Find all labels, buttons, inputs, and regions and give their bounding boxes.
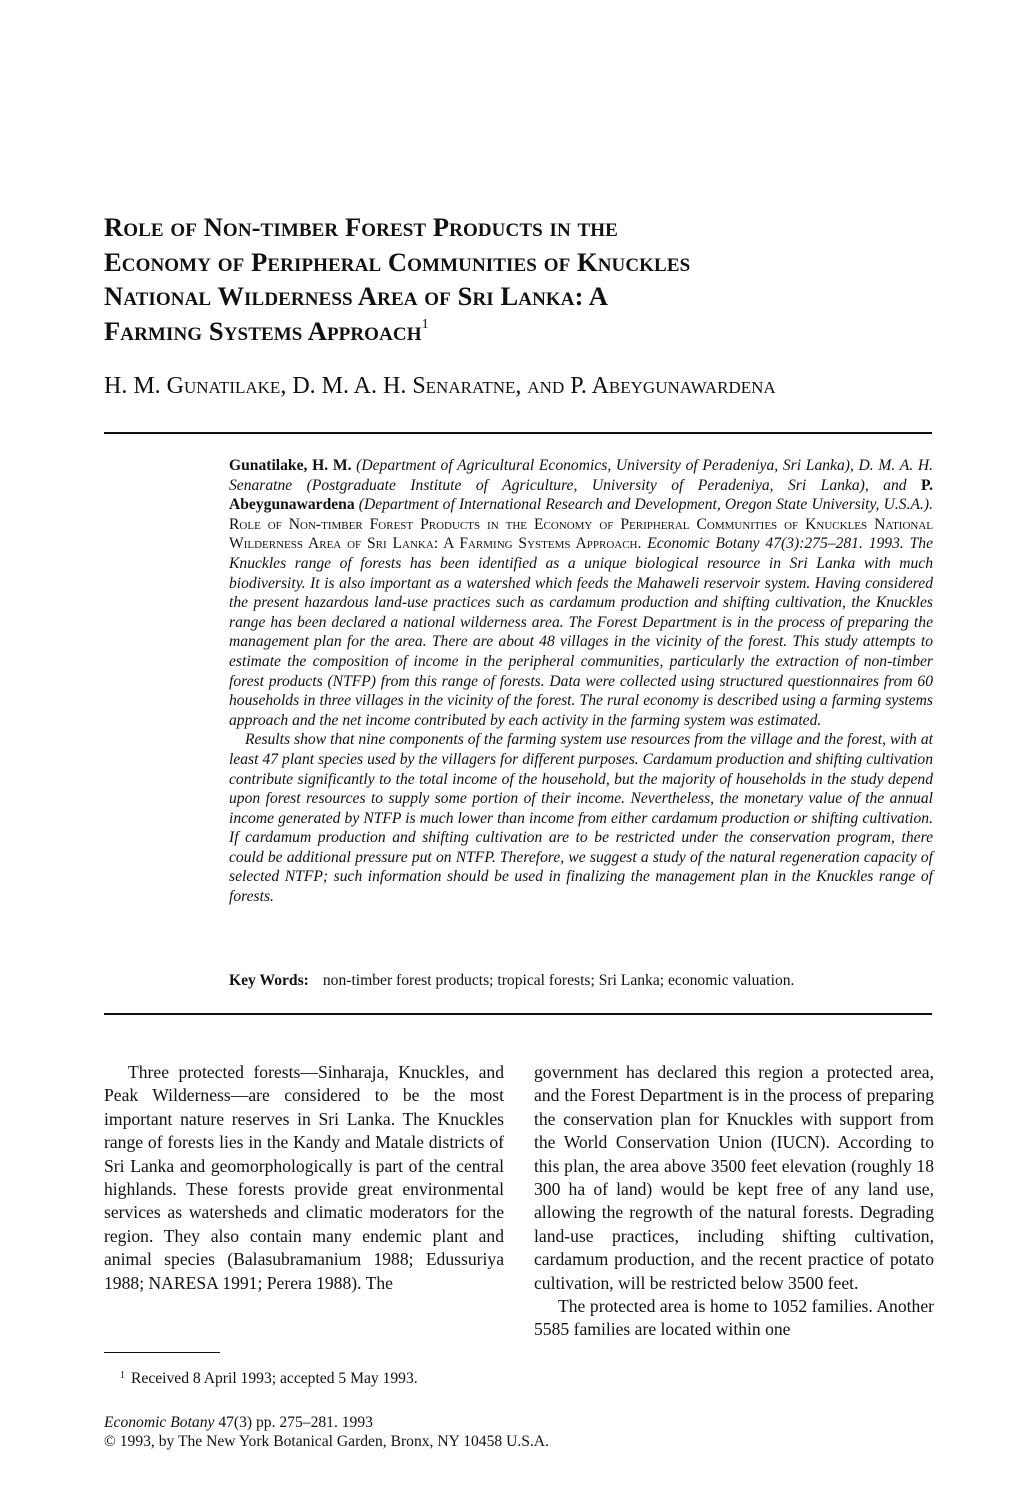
title-line: National Wilderness Area of Sri Lanka: A	[104, 281, 609, 311]
keywords	[229, 971, 933, 991]
abstract-affiliation-3: (Department of International Research and Development, Oregon State University, U.S.A.).	[354, 496, 933, 514]
article-title	[104, 210, 934, 348]
abstract-paragraph-2: Results show that nine components of the farming system use resources from the village and the forest, with at least 47 plant species used by the villagers for different purposes. Cardamum production and shifting cultivation contribute significantly to the total income of the household, but the majority of households in the study depend upon forest resources to supply some portion of their income. Nevertheless, the monetary value of the annual income generated by NTFP is much lower than income from either cardamum production or shifting cultivation. If cardamum production and shifting cultivation are to be restricted under the conservation program, there could be additional pressure put on NTFP. Therefore, we suggest a study of the natural regeneration capacity of selected NTFP; such information should be used in finalizing the management plan in the Knuckles range of forests.	[229, 731, 933, 906]
footnote-divider	[104, 1352, 220, 1353]
journal-citation	[104, 1413, 549, 1432]
top-divider	[104, 432, 932, 434]
journal-issue: 47(3) pp. 275–281. 1993	[214, 1414, 373, 1431]
bottom-divider	[104, 1013, 932, 1015]
body-column-right	[534, 1061, 934, 1342]
journal-name: Economic Botany	[104, 1414, 215, 1431]
journal-info	[104, 1413, 549, 1451]
abstract-body-1: Economic Botany 47(3):275–281. 1993. The Knuckles range of forests has been identified as a unique biological resource in Sri Lanka with much biodiversity. It is also important as a watershed which feeds the Mahaweli reservoir system. Having considered the present hazardous land-use practices such as cardamum production and shifting cultivation, the Knuckles range has been declared a national wilderness area. The Forest Department is in the process of preparing the management plan for the area. There are about 48 villages in the vicinity of the forest. This study attempts to estimate the composition of income in the peripheral communities, particularly the extraction of non-timber forest products (NTFP) from this range of forests. Data were collected using structured questionnaires from 60 households in three villages in the vicinity of the forest. The rural economy is described using a farming systems approach and the net income contributed by each activity in the farming system was estimated.	[229, 535, 934, 729]
abstract-paragraph-1	[229, 456, 933, 730]
abstract-author-1: Gunatilake, H. M.	[229, 457, 352, 474]
title-line-text: Farming Systems Approach	[104, 315, 422, 346]
footnote-mark: 1	[120, 1370, 125, 1381]
keywords-label: Key Words:	[229, 972, 309, 989]
title-line: Economy of Peripheral Communities of Knuckles	[104, 246, 691, 277]
body-paragraph: Three protected forests—Sinharaja, Knuckles, and Peak Wilderness—are considered to be the most important nature reserves in Sri Lanka. The Knuckles range of forests lies in the Kandy and Matale districts of Sri Lanka and geomorphologically is part of the central highlands. These forests provide great environmental services as watersheds and climatic moderators for the region. They also contain many endemic plant and animal species (Balasubramanium 1988; Edussuriya 1988; NARESA 1991; Perera 1988). The	[104, 1062, 504, 1293]
abstract-author-3: P. Abeygunawardena	[229, 476, 933, 514]
keywords-text: non-timber forest products; tropical forests; Sri Lanka; economic valuation.	[322, 972, 795, 989]
title-footnote-mark: 1	[421, 316, 429, 332]
body-paragraph: The protected area is home to 1052 families. Another 5585 families are located within one	[534, 1296, 934, 1340]
body-column-left	[104, 1061, 504, 1295]
copyright: © 1993, by The New York Botanical Garden, Bronx, NY 10458 U.S.A.	[104, 1433, 549, 1450]
abstract-affiliation-1: (Department of Agricultural Economics, University of Peradeniya, Sri Lanka), D. M. A. H. Senaratne (Postgraduate Institute of Agriculture, University of Peradeniya, Sri Lanka), and	[229, 457, 933, 494]
footnote-text: Received 8 April 1993; accepted 5 May 1993.	[131, 1370, 418, 1387]
title-line	[104, 314, 934, 349]
abstract-title: Role of Non-timber Forest Products in the Economy of Peripheral Communities of Knuckles National Wilderness Area of Sri Lanka: A Farming Systems Approach.	[229, 515, 933, 553]
body-paragraph: government has declared this region a protected area, and the Forest Department is in the process of preparing the conservation plan for Knuckles with support from the World Conservation Union (IUCN). According to this plan, the area above 3500 feet elevation (roughly 18 300 ha of land) would be kept free of any land use, allowing the regrowth of the natural forests. Degrading land-use practices, including shifting cultivation, cardamum production, and the recent practice of potato cultivation, will be restricted below 3500 feet.	[534, 1062, 934, 1293]
article-authors: H. M. Gunatilake, D. M. A. H. Senaratne, and P. Abeygunawardena	[104, 373, 776, 399]
abstract	[229, 456, 933, 907]
footnote	[120, 1369, 418, 1389]
title-line: Role of Non-timber Forest Products in the	[104, 212, 618, 242]
